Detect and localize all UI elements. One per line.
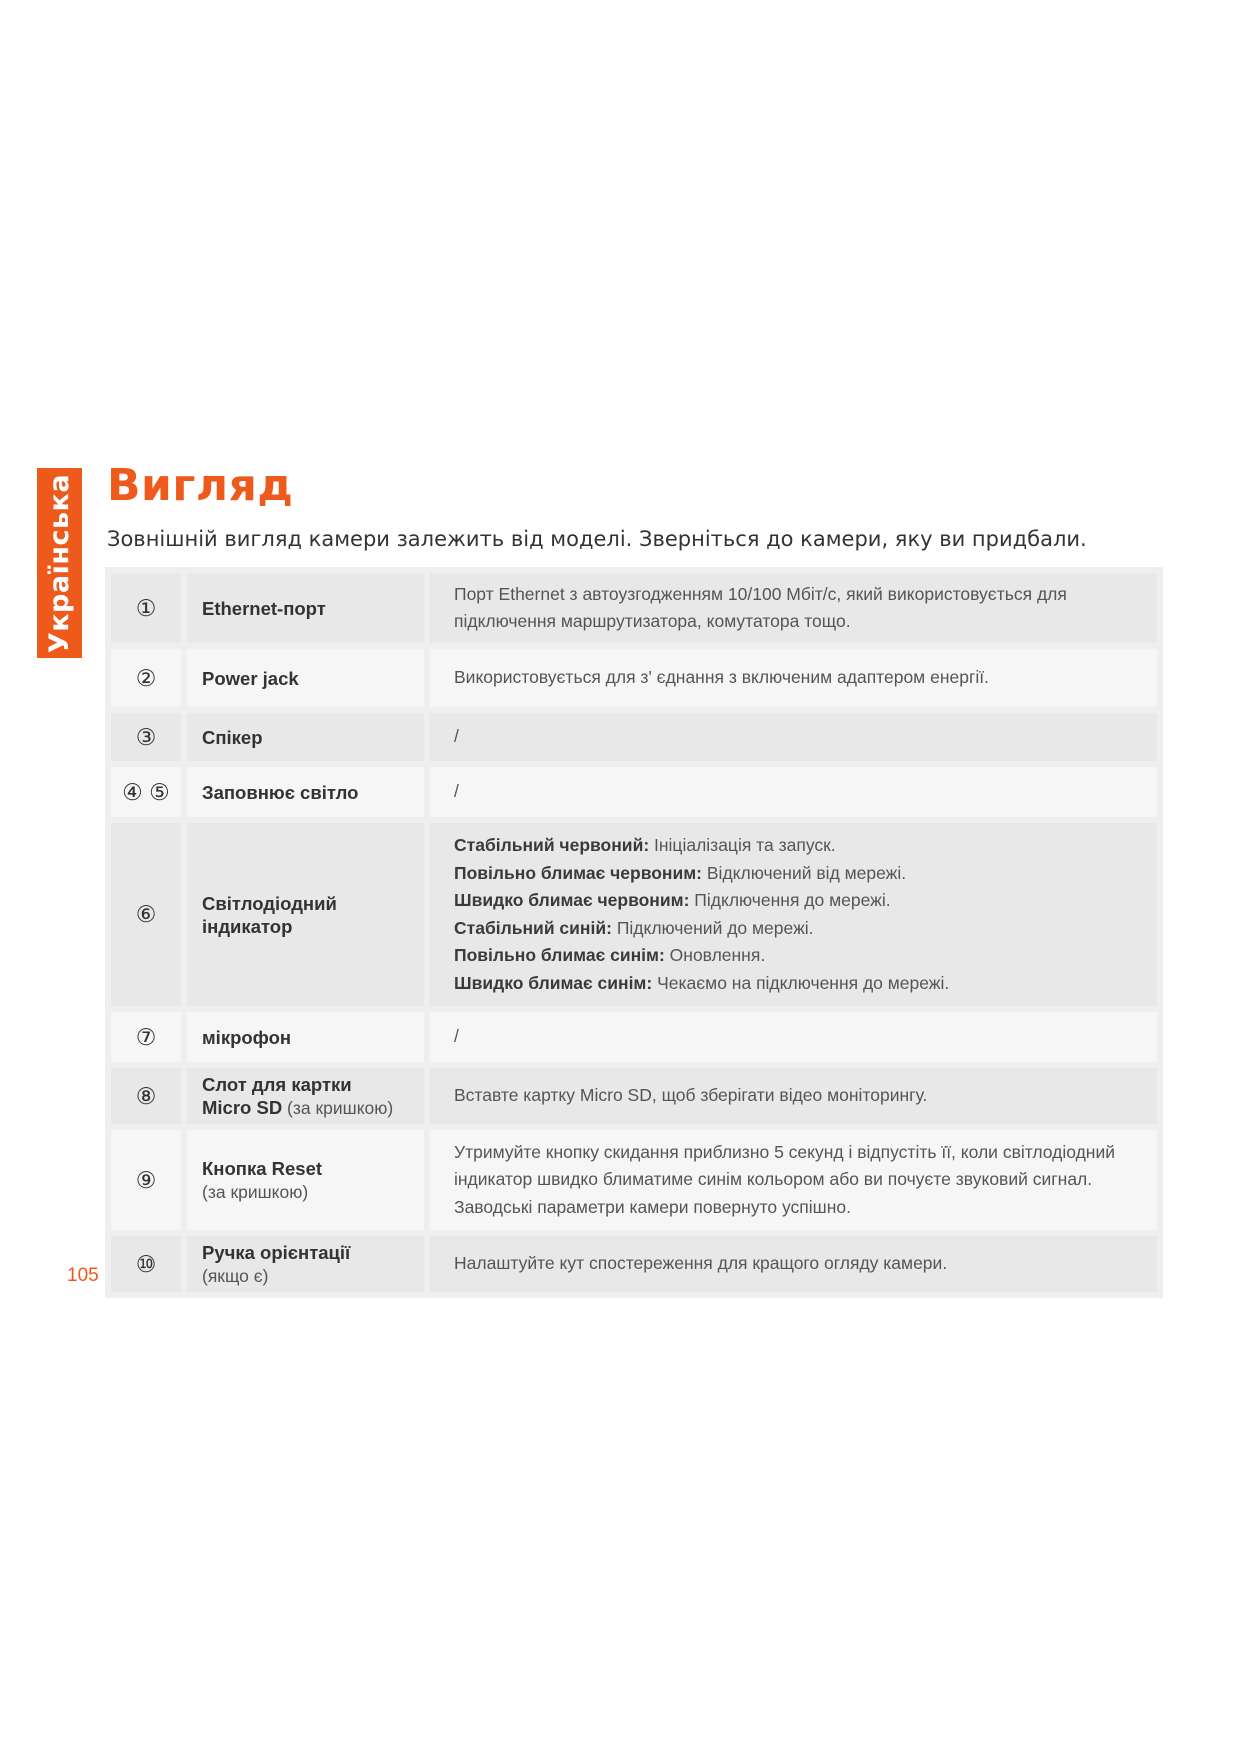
table-row (111, 1130, 1157, 1230)
item-description: Утримуйте кнопку скидання приблизно 5 секунд і відпустіть її, коли світлодіодний індикатор швидко блиматиме синім кольором або ви почуєте звуковий сигнал. Заводські параметри камери повернуто успішно. (430, 1130, 1157, 1230)
item-name: мікрофон (187, 1012, 424, 1062)
item-number: ⑦ (111, 1012, 181, 1062)
item-description: Вставте картку Micro SD, щоб зберігати відео моніторингу. (430, 1068, 1157, 1124)
table-row (111, 1068, 1157, 1124)
item-name: Power jack (187, 649, 424, 707)
item-description: / (430, 713, 1157, 761)
item-name: Ethernet-порт (187, 573, 424, 643)
led-state: Стабільний синій: Підключений до мережі. (454, 917, 814, 938)
led-state: Швидко блимає червоним: Підключення до мережі. (454, 890, 891, 910)
led-state: Стабільний червоний: Ініціалізація та запуск. (454, 835, 836, 855)
item-name: Кнопка Reset (за кришкою) (187, 1130, 424, 1230)
table-row (111, 649, 1157, 707)
table-row (111, 1236, 1157, 1292)
item-number: ③ (111, 713, 181, 761)
led-state: Повільно блимає синім: Оновлення. (454, 945, 766, 965)
item-number: ① (111, 573, 181, 643)
item-name: Спікер (187, 713, 424, 761)
item-number: ⑧ (111, 1068, 181, 1124)
language-tab (37, 468, 82, 658)
item-description: Порт Ethernet з автоузгодженням 10/100 Мбіт/с, який використовується для підключення маршрутизатора, комутатора тощо. (430, 573, 1157, 643)
item-description: Використовується для з' єднання з включеним адаптером енергії. (430, 649, 1157, 707)
page-number: 105 (67, 1265, 99, 1286)
specification-table (105, 567, 1163, 1298)
table-row (111, 713, 1157, 761)
item-number: ⑨ (111, 1130, 181, 1230)
item-name: Слот для картки Micro SD (за кришкою) (187, 1068, 424, 1124)
page-subtitle: Зовнішній вигляд камери залежить від моделі. Зверніться до камери, яку ви придбали. (107, 527, 1087, 551)
item-description: / (430, 767, 1157, 817)
item-description: Налаштуйте кут спостереження для кращого огляду камери. (430, 1236, 1157, 1292)
table-row (111, 767, 1157, 817)
table-row (111, 1012, 1157, 1062)
item-name: Світлодіодний індикатор (187, 823, 424, 1006)
item-number: ⑩ (111, 1236, 181, 1292)
language-tab-label: Українська (44, 473, 76, 653)
item-name: Заповнює світло (187, 767, 424, 817)
item-number: ② (111, 649, 181, 707)
led-state: Повільно блимає червоним: Відключений від мережі. (454, 862, 907, 883)
item-description: / (430, 1012, 1157, 1062)
item-name: Ручка орієнтації (якщо є) (187, 1236, 424, 1292)
item-number: ④ ⑤ (111, 767, 181, 817)
led-state: Швидко блимає синім: Чекаємо на підключення до мережі. (454, 972, 950, 993)
page-title: Вигляд (107, 460, 294, 511)
table-row (111, 573, 1157, 643)
item-description (430, 823, 1157, 1006)
table-row (111, 823, 1157, 1006)
item-number: ⑥ (111, 823, 181, 1006)
